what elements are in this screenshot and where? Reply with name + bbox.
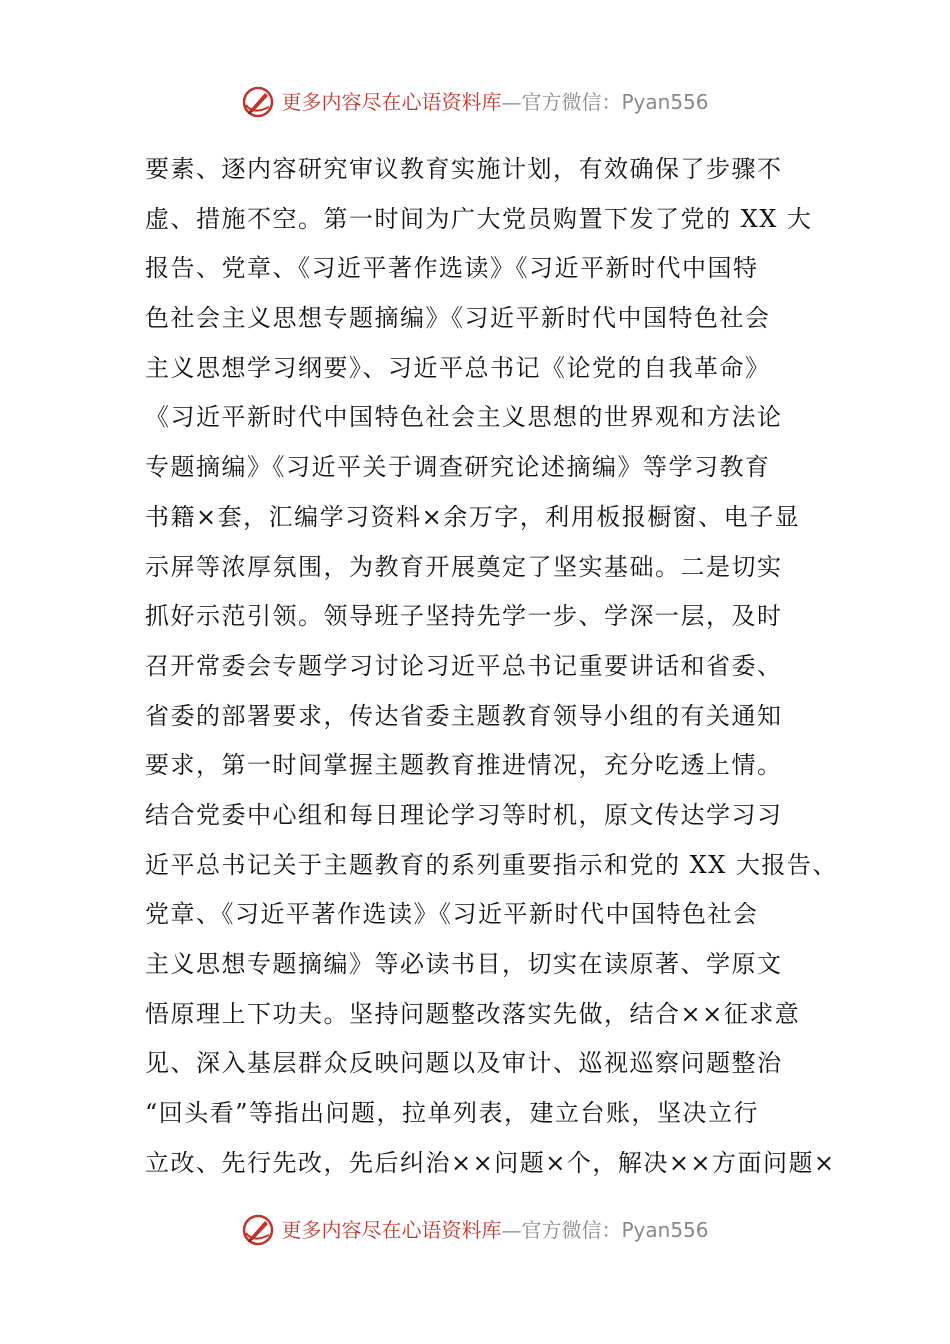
body-text-line: 《习近平新时代中国特色社会主义思想的世界观和方法论 — [145, 403, 783, 432]
body-text-line: 党章、《习近平著作选读》《习近平新时代中国特色社会 — [145, 900, 759, 929]
body-text-line: 省委的部署要求，传达省委主题教育领导小组的有关通知 — [145, 701, 783, 730]
header-separator: — — [501, 90, 522, 114]
body-text-line: 虚、措施不空。第一时间为广大党员购置下发了党的 XX 大 — [145, 204, 813, 233]
body-text-line: 色社会主义思想专题摘编》《习近平新时代中国特色社会 — [145, 304, 771, 333]
body-text-line: 专题摘编》《习近平关于调查研究论述摘编》等学习教育 — [145, 453, 771, 482]
header-contact-label: 官方微信： — [521, 90, 622, 114]
footer-banner-inner — [241, 1210, 708, 1250]
body-text-line: “回头看”等指出问题，拉单列表，建立台账，坚决立行 — [145, 1099, 760, 1128]
body-text-line: 结合党委中心组和每日理论学习等时机，原文传达学习习 — [145, 800, 783, 829]
body-text-line: 示屏等浓厚氛围，为教育开展奠定了坚实基础。二是切实 — [145, 552, 783, 581]
body-text-line: 近平总书记关于主题教育的系列重要指示和党的 XX 大报告、 — [145, 850, 838, 879]
body-text-line: 报告、党章、《习近平著作选读》《习近平新时代中国特 — [145, 254, 759, 283]
header-contact-id: Pyan556 — [621, 90, 709, 114]
header-banner-inner — [241, 82, 708, 122]
footer-contact-id: Pyan556 — [621, 1218, 709, 1242]
body-text-line: 立改、先行先改，先后纠治××问题×个，解决××方面问题× — [145, 1148, 836, 1177]
body-text-line: 主义思想专题摘编》等必读书目，切实在读原著、学原文 — [145, 950, 783, 978]
body-text-line: 要求，第一时间掌握主题教育推进情况，充分吃透上情。 — [145, 751, 783, 780]
body-text-line: 要素、逐内容研究审议教育实施计划，有效确保了步骤不 — [145, 155, 783, 183]
footer-contact-label: 官方微信： — [521, 1218, 622, 1242]
body-text-line: 悟原理上下功夫。坚持问题整改落实先做，结合××征求意 — [145, 999, 801, 1028]
footer-separator: — — [501, 1218, 522, 1242]
pen-circle-logo-icon — [241, 85, 275, 119]
body-text-line: 主义思想学习纲要》、习近平总书记《论党的自我革命》 — [145, 353, 771, 382]
body-text-line: 抓好示范引领。领导班子坚持先学一步、学深一层，及时 — [145, 602, 783, 631]
document-body — [145, 145, 838, 1188]
header-brand: 更多内容尽在心语资料库 — [281, 90, 502, 114]
footer-banner — [0, 1210, 950, 1250]
header-banner — [0, 82, 950, 122]
footer-brand: 更多内容尽在心语资料库 — [281, 1218, 502, 1242]
body-text-line: 书籍×套，汇编学习资料×余万字，利用板报橱窗、电子显 — [145, 502, 801, 531]
body-text-line: 召开常委会专题学习讨论习近平总书记重要讲话和省委、 — [145, 651, 783, 680]
body-text-line: 见、深入基层群众反映问题以及审计、巡视巡察问题整治 — [145, 1049, 783, 1078]
pen-circle-logo-icon — [241, 1213, 275, 1247]
